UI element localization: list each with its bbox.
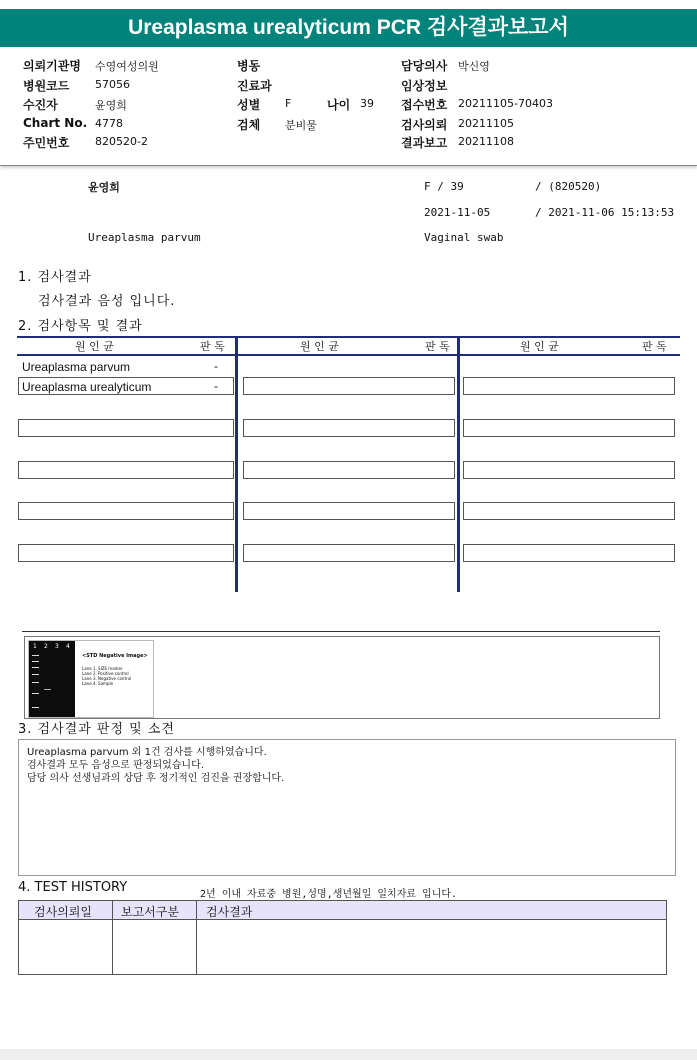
sex-label: 성별: [237, 98, 261, 112]
result-cell: [243, 544, 455, 562]
section-1-title: 1. 검사결과: [18, 270, 92, 285]
lane-number: 2: [44, 643, 48, 650]
organism-column-header: 원 인 균: [300, 340, 339, 353]
marker-band: [32, 661, 39, 662]
history-note: 2년 이내 자료중 병원,성명,생년월일 일치자료 입니다.: [200, 889, 458, 900]
history-column-line: [196, 900, 197, 975]
organism-column-header: 원 인 균: [75, 340, 114, 353]
column-separator: [457, 336, 460, 592]
lane-number: 4: [66, 643, 70, 650]
header-value: 820520-2: [95, 135, 148, 148]
ward-label: 병동: [237, 59, 261, 73]
department-label: 진료과: [237, 79, 272, 93]
age-label: 나이: [327, 98, 351, 112]
header-label: 의뢰기관명: [23, 59, 81, 73]
header-label: 수진자: [23, 98, 58, 112]
header-value: 57056: [95, 78, 130, 91]
specimen-type: Vaginal swab: [424, 231, 504, 244]
organism-result: -: [214, 379, 218, 393]
result-cell: [18, 461, 234, 479]
result-cell: [463, 461, 675, 479]
grid-header-line: [17, 354, 680, 356]
gel-area-top-line: [22, 631, 660, 632]
result-cell: [463, 377, 675, 395]
gel-photo: [29, 641, 75, 717]
header-value: 20211108: [458, 135, 514, 148]
result-cell: [243, 502, 455, 520]
result-cell: [18, 502, 234, 520]
gel-legend-item: Lane 1. SIZE marker: [82, 666, 123, 671]
opinion-box: [18, 739, 676, 876]
header-label: 주민번호: [23, 136, 70, 150]
patient-sex-age: F / 39: [424, 180, 464, 193]
history-header-cell: 보고서구분: [121, 905, 179, 919]
header-label: 병원코드: [23, 79, 70, 93]
result-cell: [18, 419, 234, 437]
patient-birth: / (820520): [535, 180, 602, 193]
header-value: 박신영: [458, 60, 490, 73]
header-label: 접수번호: [401, 98, 448, 112]
result-column-header: 판 독: [425, 340, 450, 353]
header-info: [0, 47, 697, 166]
result-cell: [18, 544, 234, 562]
header-value: 20211105: [458, 117, 514, 130]
result-grid: [17, 336, 680, 592]
result-column-header: 판 독: [642, 340, 667, 353]
section-2-title: 2. 검사항목 및 결과: [18, 319, 143, 334]
header-value: 4778: [95, 117, 123, 130]
organism-result: -: [214, 359, 218, 373]
gel-legend-item: Lane 2. Positive control: [82, 671, 129, 676]
organism-name: Ureaplasma urealyticum: [22, 380, 152, 394]
organism-column-header: 원 인 균: [520, 340, 559, 353]
opinion-line: 담당 의사 선생님과의 상담 후 정기적인 검진을 권장합니다.: [27, 773, 285, 784]
header-value: 윤영희: [95, 99, 127, 112]
overall-result: 검사결과 음성 입니다.: [38, 294, 176, 309]
test-name: Ureaplasma parvum: [88, 231, 201, 244]
history-header-row: [18, 900, 667, 920]
marker-band: [32, 682, 39, 683]
header-label: Chart No.: [23, 116, 88, 130]
header-label: 임상정보: [401, 79, 448, 93]
result-cell: [243, 461, 455, 479]
marker-band: [32, 707, 39, 708]
history-header-cell: 검사의뢰일: [34, 905, 92, 919]
result-cell: [243, 377, 455, 395]
organism-name: Ureaplasma parvum: [22, 360, 131, 374]
result-cell: [463, 544, 675, 562]
marker-band: [32, 674, 39, 675]
marker-band: [32, 655, 39, 656]
history-header-cell: 검사결과: [206, 905, 253, 919]
marker-band: [32, 693, 39, 694]
patient-name: 윤영희: [88, 181, 120, 194]
history-column-line: [112, 900, 113, 975]
header-value: 20211105-70403: [458, 97, 553, 110]
column-separator: [235, 336, 238, 592]
section-4-title: 4. TEST HISTORY: [18, 880, 128, 895]
received-date: 2021-11-05: [424, 206, 491, 219]
result-cell: [463, 419, 675, 437]
header-value: 수영여성의원: [95, 60, 159, 73]
grid-top-line: [17, 336, 680, 338]
gel-legend-item: Lane 4. Sample: [82, 681, 114, 686]
lane-number: 3: [55, 643, 59, 650]
sex-value: F: [285, 97, 292, 110]
specimen-value: 분비물: [285, 119, 317, 132]
result-column-header: 판 독: [200, 340, 225, 353]
marker-band: [32, 667, 39, 668]
report-title: Ureaplasma urealyticum PCR 검사결과보고서: [0, 9, 697, 47]
header-label: 검사의뢰: [401, 118, 448, 132]
positive-band: [44, 689, 51, 690]
page-bottom-strip: [0, 1049, 697, 1060]
opinion-line: 검사결과 모두 음성으로 판정되었습니다.: [27, 760, 204, 771]
specimen-label: 검체: [237, 118, 261, 132]
result-cell: [463, 502, 675, 520]
result-cell: [243, 419, 455, 437]
opinion-line: Ureaplasma parvum 외 1건 검사를 시행하였습니다.: [27, 747, 267, 758]
section-3-title: 3. 검사결과 판정 및 소견: [18, 722, 175, 737]
gel-thumbnail: [28, 640, 154, 718]
history-table: [18, 900, 667, 975]
header-label: 결과보고: [401, 136, 448, 150]
lane-number: 1: [33, 643, 43, 650]
gel-image-frame: [24, 636, 660, 719]
age-value: 39: [360, 97, 374, 110]
history-body: [18, 919, 667, 975]
report-datetime: / 2021-11-06 15:13:53: [535, 206, 675, 219]
gel-image-title: <STD Negative Image>: [82, 653, 148, 659]
header-label: 담당의사: [401, 59, 448, 73]
gel-legend-item: Lane 3. Negative control: [82, 676, 132, 681]
